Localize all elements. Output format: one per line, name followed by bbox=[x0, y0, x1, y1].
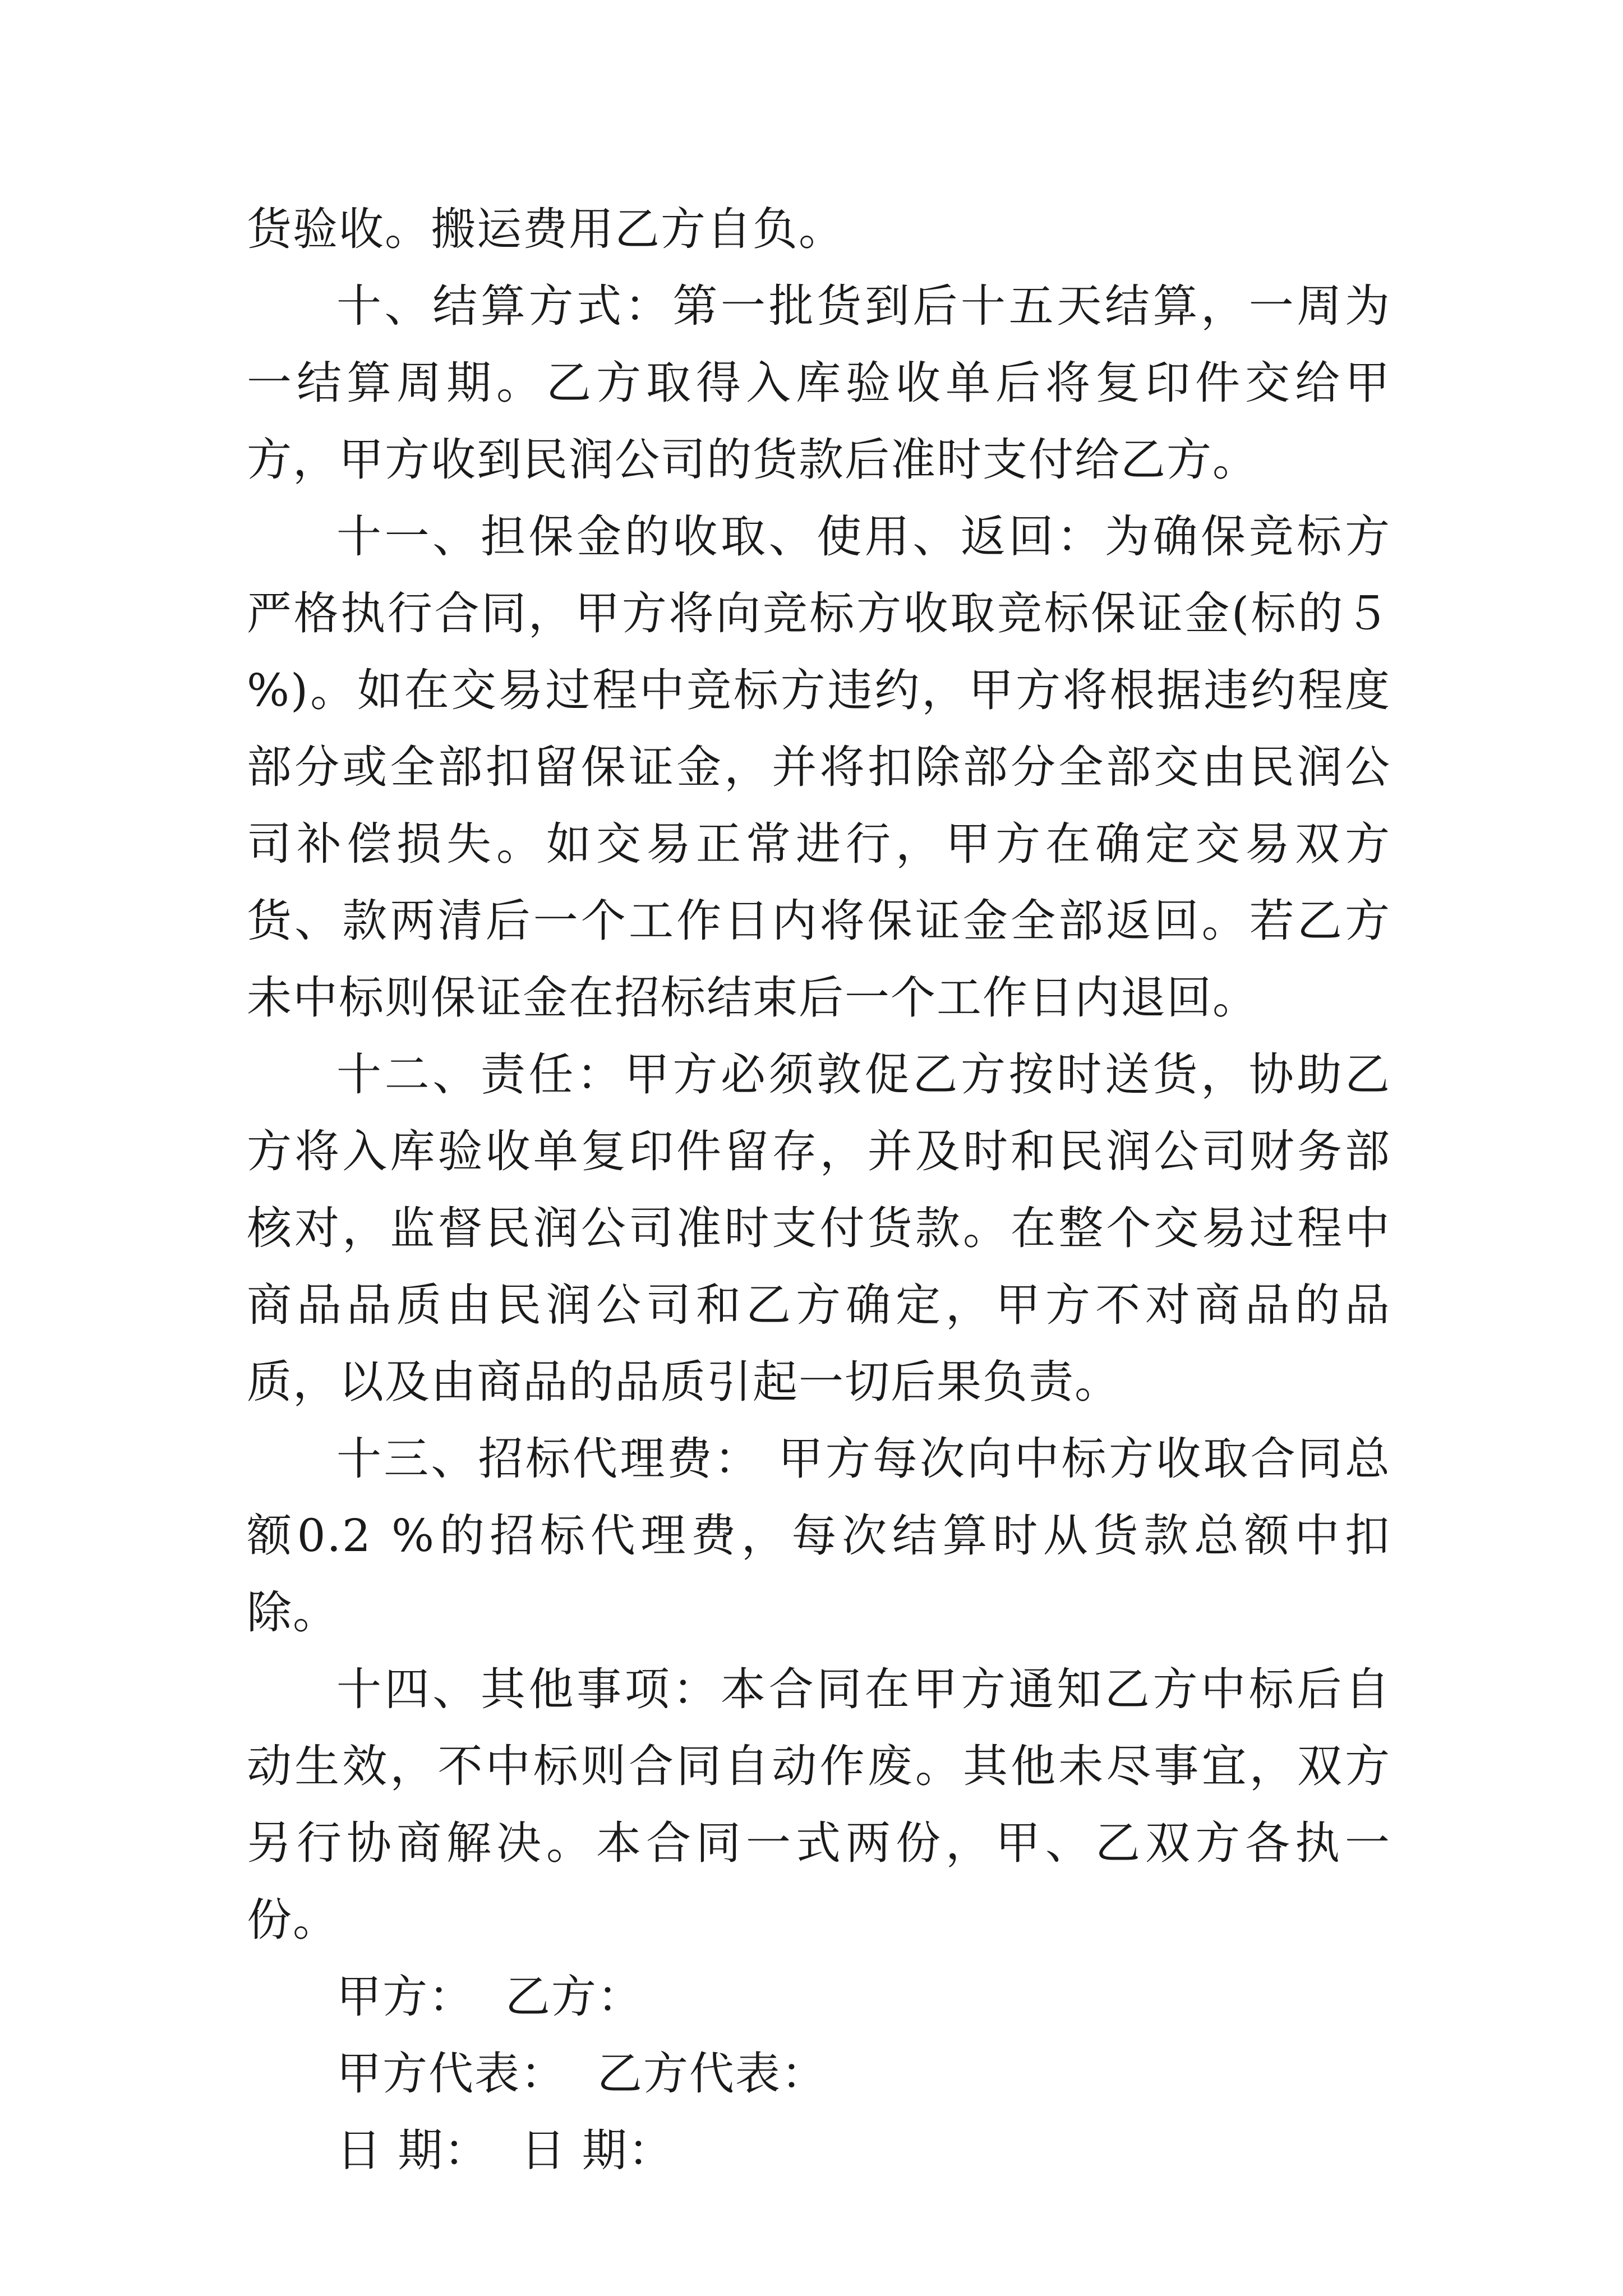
signature-dates: 日 期： 日 期： bbox=[336, 2124, 674, 2177]
paragraph-deposit: 十一、担保金的收取、使用、返回：为确保竞标方严格执行合同，甲方将向竞标方收取竞标保证金(标的５ %)。如在交易过程中竞标方违约，甲方将根据违约程度部分或全部扣留保证金，并将扣除部分全部交由民润公司补偿损失。如交易正常进行，甲方在确定交易双方货、款两清后一个工作日内将保证金全部返回。若乙方未中标则保证金在招标结束后一个工作日内退回。 bbox=[247, 510, 1391, 1024]
document-page bbox=[247, 191, 1391, 2189]
signature-parties: 甲方： 乙方： bbox=[336, 1971, 643, 2023]
paragraph-settlement: 十、结算方式：第一批货到后十五天结算，一周为一结算周期。乙方取得入库验收单后将复印件交给甲方，甲方收到民润公司的货款后准时支付给乙方。 bbox=[247, 280, 1391, 486]
paragraph-agency-fee: 十三、招标代理费： 甲方每次向中标方收取合同总额0.2 %的招标代理费，每次结算时从货款总额中扣除。 bbox=[247, 1433, 1391, 1639]
paragraph-responsibility: 十二、责任：甲方必须敦促乙方按时送货，协助乙方将入库验收单复印件留存，并及时和民润公司财务部核对，监督民润公司准时支付货款。在整个交易过程中商品品质由民润公司和乙方确定，甲方不对商品的品质，以及由商品的品质引起一切后果负责。 bbox=[247, 1048, 1391, 1408]
paragraph-continuation: 货验收。搬运费用乙方自负。 bbox=[247, 203, 845, 255]
signature-representatives: 甲方代表： 乙方代表： bbox=[336, 2047, 827, 2100]
paragraph-other-matters: 十四、其他事项：本合同在甲方通知乙方中标后自动生效，不中标则合同自动作废。其他未尽事宜，双方另行协商解决。本合同一式两份，甲、乙双方各执一份。 bbox=[247, 1663, 1391, 1946]
